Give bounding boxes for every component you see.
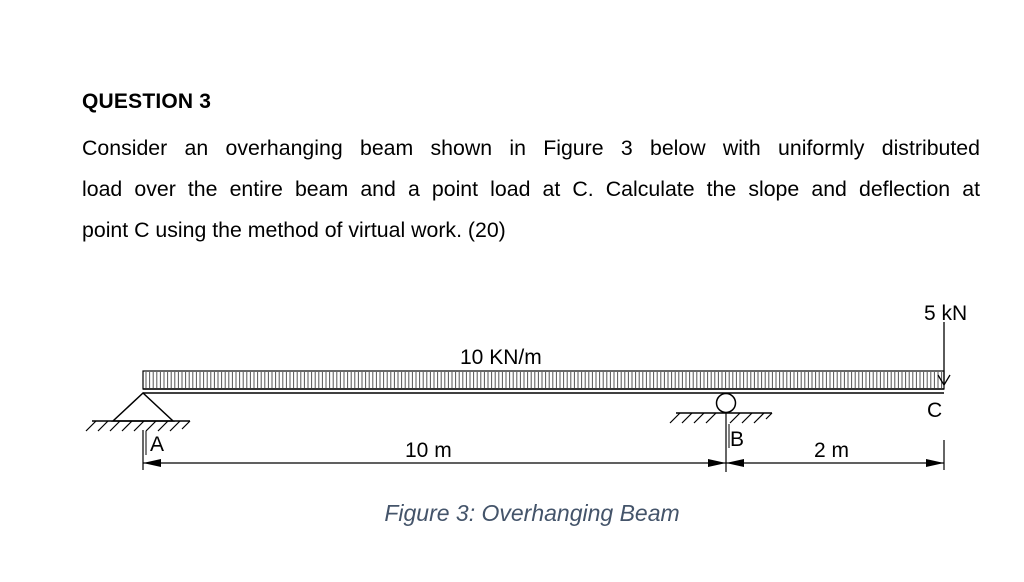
- question-heading: QUESTION 3: [82, 90, 212, 113]
- question-line-1: Consider an overhanging beam shown in Figure 3 below with uniformly distributed: [82, 136, 980, 160]
- support-a-label: A: [150, 433, 165, 456]
- span-bc-label: 2 m: [814, 439, 850, 462]
- udl-label: 10 KN/m: [460, 346, 542, 369]
- support-b-label: B: [730, 428, 745, 451]
- figure-caption: Figure 3: Overhanging Beam: [384, 500, 680, 526]
- roller-support-b: [670, 394, 772, 473]
- pin-support-a: [86, 393, 190, 470]
- question-line-2: load over the entire beam and a point load at C. Calculate the slope and deflection at: [82, 177, 980, 201]
- span-ab-label: 10 m: [405, 439, 452, 462]
- distributed-load-band: [143, 371, 944, 389]
- beam: [143, 389, 944, 393]
- point-c-label: C: [927, 399, 943, 422]
- question-line-3: point C using the method of virtual work. (20): [82, 218, 506, 242]
- point-load-label: 5 kN: [924, 302, 968, 325]
